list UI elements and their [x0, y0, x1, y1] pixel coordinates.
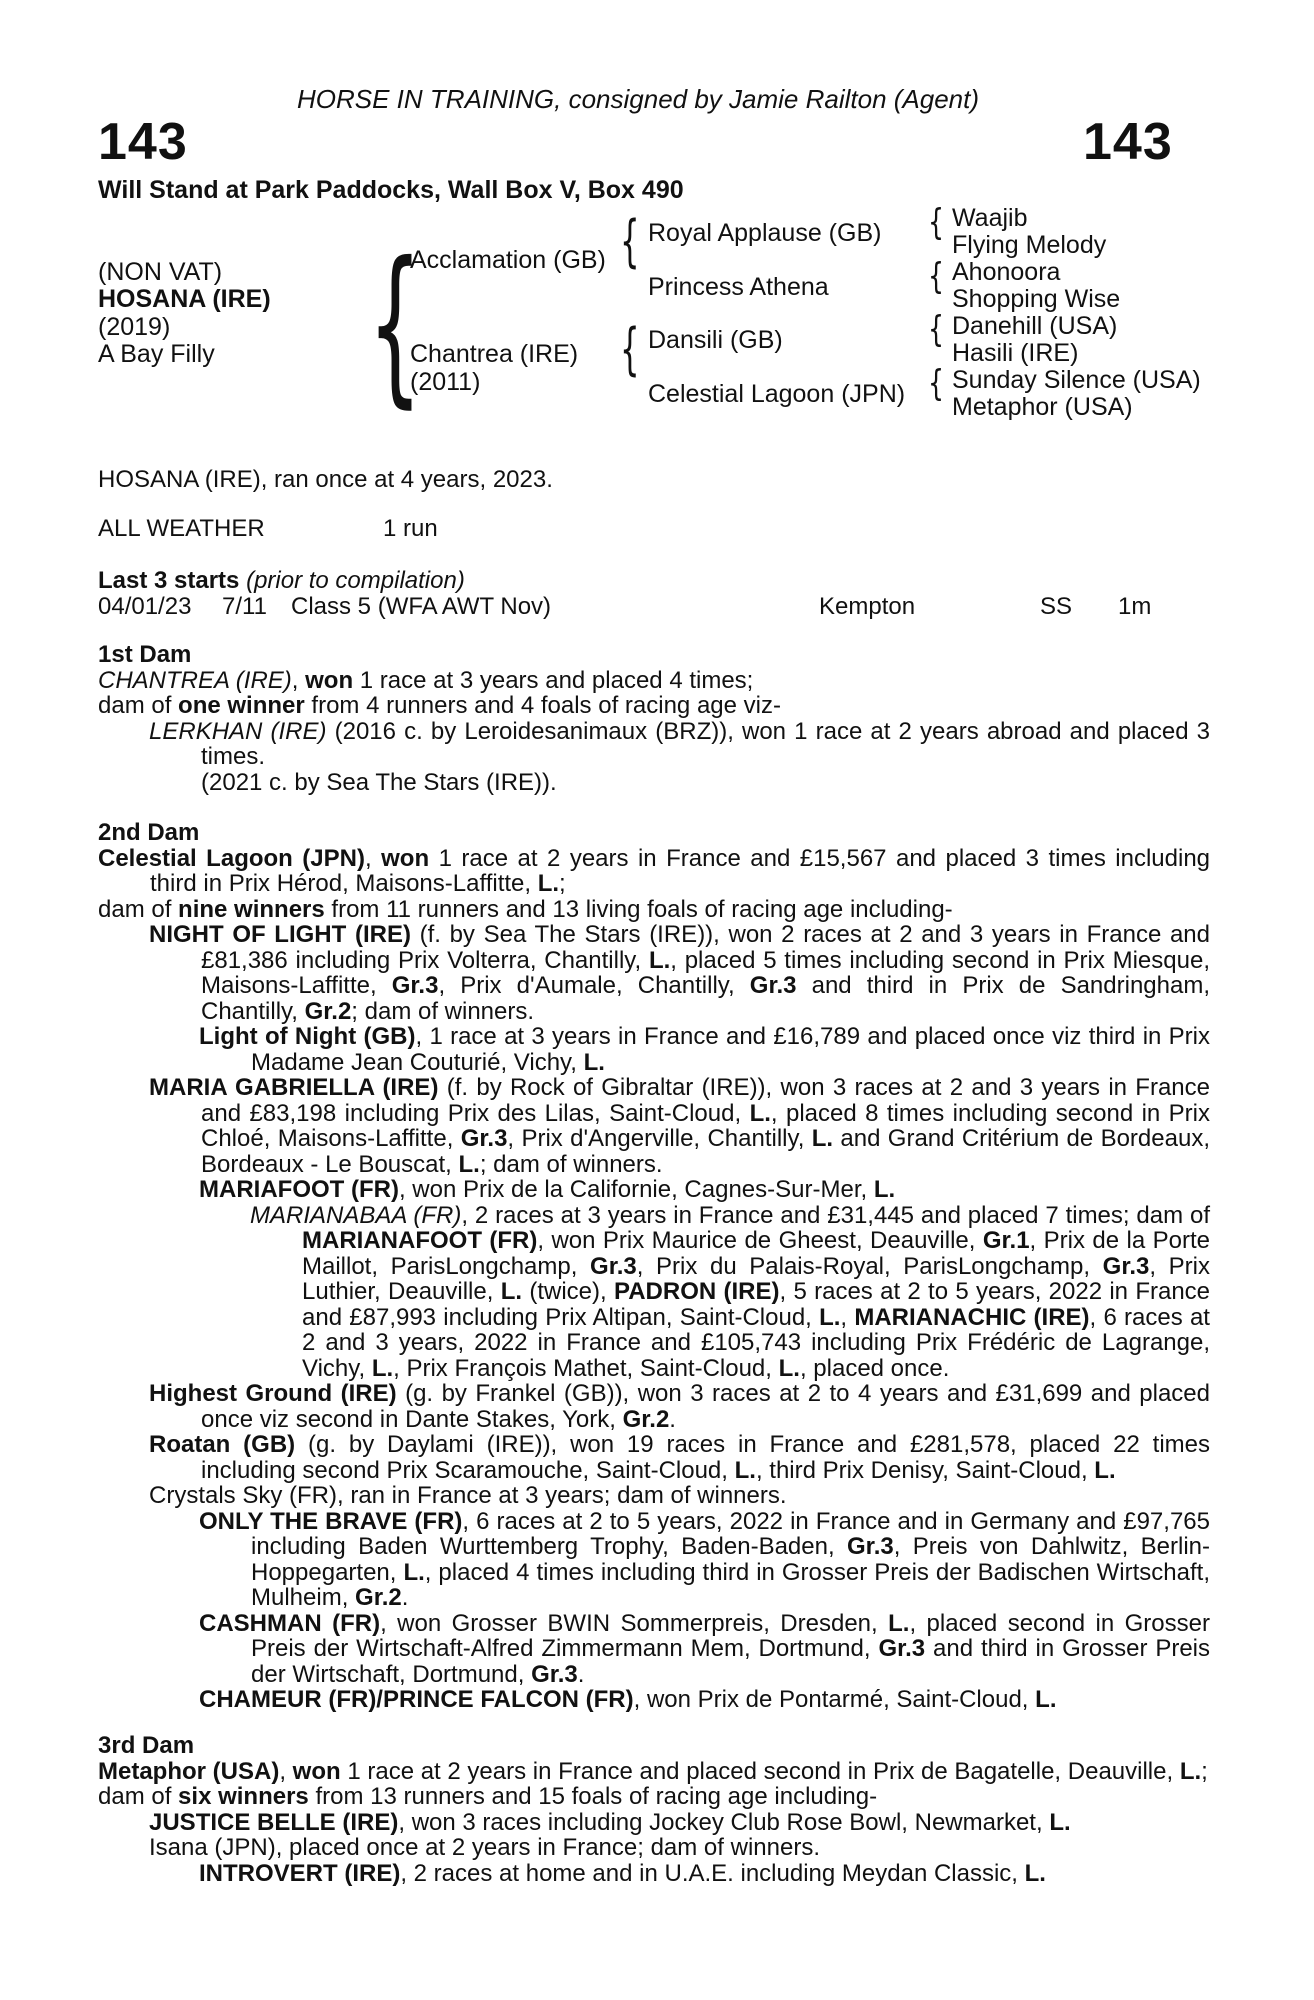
pedigree-brace-dam: { [620, 317, 640, 382]
list-item: CHAMEUR (FR)/PRINCE FALCON (FR), won Prix de Pontarmé, Saint-Cloud, L. [199, 1686, 1057, 1713]
third-dam-section: 3rd Dam Metaphor (USA), won 1 race at 2 years in France and placed second in Prix de Bagatelle, Deauville, L.; dam of six winners from 13 runners and 15 foals of racing age including- JUSTICE BELLE (IRE), won 3 races including Jockey Club Rose Bowl, Newmarket, L. Isana (JPN), placed once at 2 years in France; dam of winners. INTROVERT (IRE), 2 races at home and in U.A.E. including Meydan Classic, L. [98, 1733, 1210, 1886]
lot-number-right: 143 [1083, 113, 1173, 171]
pedigree-brace-sire: { [620, 209, 640, 274]
list-item: MARIA GABRIELLA (IRE) (f. by Rock of Gibraltar (IRE)), won 3 races at 2 and 3 years in France and £83,198 including Prix des Lilas, Saint-Cloud, L., placed 8 times including second in Prix Chloé, Maisons-Laffitte, Gr.3, Prix d'Angerville, Chantilly, L. and Grand Critérium de Bordeaux, Bordeaux - Le Bouscat, L.; dam of winners. [149, 1074, 1211, 1178]
list-item: ONLY THE BRAVE (FR), 6 races at 2 to 5 years, 2022 in France and in Germany and £97,765 including Baden Wurttemberg Trophy, Baden-Baden, Gr.3, Preis von Dahlwitz, Berlin-Hoppegarten, L., placed 4 times including third in Grosser Preis der Badischen Wirtschaft, Mulheim, Gr.2. [199, 1507, 1210, 1611]
race-record-summary: HOSANA (IRE), ran once at 4 years, 2023. [98, 466, 553, 493]
sire-dam: Princess Athena [648, 273, 829, 301]
g3-ancestor-4: Shopping Wise [952, 285, 1121, 313]
list-item: NIGHT OF LIGHT (IRE) (f. by Sea The Stars (IRE)), won 2 races at 2 and 3 years in France and £81,386 including Prix Volterra, Chantilly, L., placed 5 times including second in Prix Miesque, Maisons-Laffitte, Gr.3, Prix d'Aumale, Chantilly, Gr.3 and third in Prix de Sandringham, Chantilly, Gr.2; dam of winners. [149, 921, 1210, 1025]
second-dam-record: Celestial Lagoon (JPN), won 1 race at 2 years in France and £15,567 and placed 3 times including third in Prix Hérod, Maisons-Laffitte, L.; [98, 844, 1211, 897]
last-starts-note: (prior to compilation) [246, 567, 465, 594]
last-starts-heading [98, 567, 465, 595]
dam-sire: Dansili (GB) [648, 326, 783, 354]
list-item: Roatan (GB) (g. by Daylami (IRE)), won 19 races in France and £281,578, placed 22 times including second Prix Scaramouche, Saint-Cloud, L., third Prix Denisy, Saint-Cloud, L. [149, 1431, 1210, 1484]
second-dam-heading: 2nd Dam [98, 819, 200, 846]
dam-name: Chantrea (IRE) [410, 340, 579, 368]
dam-dam: Celestial Lagoon (JPN) [648, 380, 906, 408]
list-item: CASHMAN (FR), won Grosser BWIN Sommerpreis, Dresden, L., placed second in Grosser Preis der Wirtschaft-Alfred Zimmermann Mem, Dortmund, Gr.3 and third in Grosser Preis der Wirtschaft, Dortmund, Gr.3. [199, 1609, 1210, 1688]
start-position: 7/11 [222, 593, 267, 620]
pedigree-brace-g3-3: { [928, 309, 945, 350]
pedigree-brace-g3-4: { [928, 363, 945, 404]
start-date: 04/01/23 [98, 593, 192, 620]
horse-year: (2019) [98, 313, 171, 341]
list-item: Isana (JPN), placed once at 2 years in France; dam of winners. [149, 1834, 820, 1861]
sire-name: Acclamation (GB) [410, 246, 606, 274]
pedigree-brace-g3-2: { [928, 256, 945, 297]
second-dam-section: 2nd Dam Celestial Lagoon (JPN), won 1 race at 2 years in France and £15,567 and placed 3 times including third in Prix Hérod, Maisons-Laffitte, L.; dam of nine winners from 11 runners and 13 living foals of racing age including- NIGHT OF LIGHT (IRE) (f. by Sea The Stars (IRE)), won 2 races at 2 and 3 years in France and £81,386 including Prix Volterra, Chantilly, L., placed 5 times including second in Prix Miesque, Maisons-Laffitte, Gr.3, Prix d'Aumale, Chantilly, Gr.3 and third in Prix de Sandringham, Chantilly, Gr.2; dam of winners. Light of Night (GB), 1 race at 3 years in France and £16,789 and placed once viz third in Prix Madame Jean Couturié, Vichy, L. MARIA GABRIELLA (IRE) (f. by Rock of Gibraltar (IRE)), won 3 races at 2 and 3 years in France and £83,198 including Prix des Lilas, Saint-Cloud, L., placed 8 times including second in Prix Chloé, Maisons-Laffitte, Gr.3, Prix d'Angerville, Chantilly, L. and Grand Critérium de Bordeaux, Bordeaux - Le Bouscat, L.; dam of winners. MARIAFOOT (FR), won Prix de la Californie, Cagnes-Sur-Mer, L. MARIANABAA (FR), 2 races at 3 years in France and £31,445 and placed 7 times; dam of MARIANAFOOT (FR), won Prix Maurice de Gheest, Deauville, Gr.1, Prix de la Porte Maillot, ParisLongchamp, Gr.3, Prix du Palais-Royal, ParisLongchamp, Gr.3, Prix Luthier, Deauville, L. (twice), PADRON (IRE), 5 races at 2 to 5 years, 2022 in France and £87,993 including Prix Altipan, Saint-Cloud, L., MARIANACHIC (IRE), 6 races at 2 and 3 years, 2022 in France and £105,743 including Prix Frédéric de Lagrange, Vichy, L., Prix François Mathet, Saint-Cloud, L., placed once. Highest Ground (IRE) (g. by Frankel (GB)), won 3 races at 2 to 4 years and £31,699 and placed once viz second in Dante Stakes, York, Gr.2. Roatan (GB) (g. by Daylami (IRE)), won 19 races in France and £281,578, placed 22 times including second Prix Scaramouche, Saint-Cloud, L., third Prix Denisy, Saint-Cloud, L. Crystals Sky (FR), ran in France at 3 years; dam of winners. ONLY THE BRAVE (FR), 6 races at 2 to 5 years, 2022 in France and in Germany and £97,765 including Baden Wurttemberg Trophy, Baden-Baden, Gr.3, Preis von Dahlwitz, Berlin-Hoppegarten, L., placed 4 times including third in Grosser Preis der Badischen Wirtschaft, Mulheim, Gr.2. CASHMAN (FR), won Grosser BWIN Sommerpreis, Dresden, L., placed second in Grosser Preis der Wirtschaft-Alfred Zimmermann Mem, Dortmund, Gr.3 and third in Grosser Preis der Wirtschaft, Dortmund, Gr.3. CHAMEUR (FR)/PRINCE FALCON (FR), won Prix de Pontarmé, Saint-Cloud, L. [98, 819, 1211, 1713]
list-item: MARIANABAA (FR), 2 races at 3 years in France and £31,445 and placed 7 times; dam of MARIANAFOOT (FR), won Prix Maurice de Gheest, Deauville, Gr.1, Prix de la Porte Maillot, ParisLongchamp, Gr.3, Prix du Palais-Royal, ParisLongchamp, Gr.3, Prix Luthier, Deauville, L. (twice), PADRON (IRE), 5 races at 2 to 5 years, 2022 in France and £87,993 including Prix Altipan, Saint-Cloud, L., MARIANACHIC (IRE), 6 races at 2 and 3 years, 2022 in France and £105,743 including Prix Frédéric de Lagrange, Vichy, L., Prix François Mathet, Saint-Cloud, L., placed once. [250, 1201, 1211, 1382]
pedigree-brace-main: { [368, 226, 423, 424]
horse-description: A Bay Filly [98, 340, 215, 368]
pedigree-brace-g3-1: { [928, 202, 945, 243]
g3-ancestor-7: Sunday Silence (USA) [952, 366, 1201, 394]
third-dam-heading: 3rd Dam [98, 1732, 195, 1759]
list-item: Light of Night (GB), 1 race at 3 years in France and £16,789 and placed once viz third in Prix Madame Jean Couturié, Vichy, L. [199, 1023, 1211, 1076]
g3-ancestor-8: Metaphor (USA) [952, 393, 1133, 421]
list-item: (2021 c. by Sea The Stars (IRE)). [201, 768, 557, 796]
last-starts-title: Last 3 starts [98, 567, 240, 594]
start-going: SS [1040, 593, 1073, 620]
list-item: Crystals Sky (FR), ran in France at 3 years; dam of winners. [149, 1482, 787, 1509]
sire-sire: Royal Applause (GB) [648, 219, 882, 247]
list-item: JUSTICE BELLE (IRE), won 3 races including Jockey Club Rose Bowl, Newmarket, L. [149, 1808, 1071, 1836]
g3-ancestor-1: Waajib [952, 204, 1028, 232]
first-dam-section: 1st Dam CHANTREA (IRE), won 1 race at 3 years and placed 4 times; dam of one winner from 4 runners and 4 foals of racing age viz- LERKHAN (IRE) (2016 c. by Leroidesanimaux (BRZ)), won 1 race at 2 years abroad and placed 3 times. (2021 c. by Sea The Stars (IRE)). [98, 641, 1211, 796]
vat-status: (NON VAT) [98, 258, 223, 286]
start-race: Class 5 (WFA AWT Nov) [291, 593, 552, 620]
list-item: MARIAFOOT (FR), won Prix de la Californie, Cagnes-Sur-Mer, L. [199, 1176, 896, 1203]
lot-number-left: 143 [98, 113, 188, 171]
first-dam-heading: 1st Dam [98, 641, 192, 668]
g3-ancestor-2: Flying Melody [952, 231, 1107, 259]
g3-ancestor-6: Hasili (IRE) [952, 339, 1079, 367]
g3-ancestor-3: Ahonoora [952, 258, 1061, 286]
stable-location: Will Stand at Park Paddocks, Wall Box V, Box 490 [98, 176, 684, 204]
list-item: LERKHAN (IRE) (2016 c. by Leroidesanimaux (BRZ)), won 1 race at 2 years abroad and placed 3 times. [149, 717, 1211, 770]
first-dam-name: CHANTREA (IRE) [98, 666, 292, 694]
horse-name: HOSANA (IRE) [98, 285, 271, 313]
catalogue-header: HORSE IN TRAINING, consigned by Jamie Railton (Agent) [297, 84, 980, 114]
surface-label: ALL WEATHER [98, 515, 265, 542]
start-distance: 1m [1118, 593, 1152, 620]
third-dam-record: Metaphor (USA), won 1 race at 2 years in France and placed second in Prix de Bagatelle, Deauville, L.; [98, 1757, 1208, 1785]
g3-ancestor-5: Danehill (USA) [952, 312, 1118, 340]
list-item: INTROVERT (IRE), 2 races at home and in U.A.E. including Meydan Classic, L. [199, 1859, 1046, 1887]
list-item: Highest Ground (IRE) (g. by Frankel (GB)), won 3 races at 2 to 4 years and £31,699 and placed once viz second in Dante Stakes, York, Gr.2. [149, 1380, 1210, 1433]
surface-runs: 1 run [383, 515, 438, 542]
dam-year: (2011) [410, 368, 481, 396]
start-course: Kempton [819, 593, 916, 620]
